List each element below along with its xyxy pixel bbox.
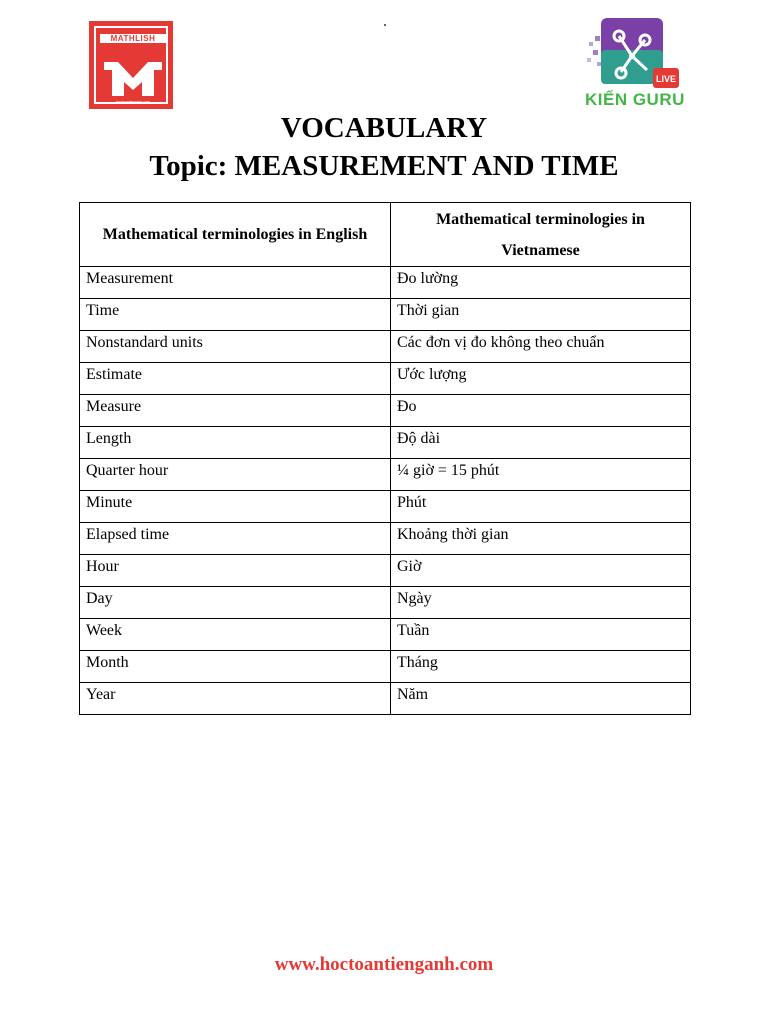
page-subtitle: Topic: MEASUREMENT AND TIME: [149, 150, 619, 182]
mathlish-logo-text: MATHLISH: [110, 34, 156, 43]
english-term: Measure: [80, 395, 391, 427]
vietnamese-term: Ước lượng: [391, 363, 691, 395]
table-row: [80, 651, 691, 683]
vietnamese-term: Khoảng thời gian: [391, 523, 691, 555]
english-term: Nonstandard units: [80, 331, 391, 363]
vietnamese-term: Độ dài: [391, 427, 691, 459]
vietnamese-term: Đo lường: [391, 267, 691, 299]
page-dot: [384, 24, 386, 26]
english-term: Quarter hour: [80, 459, 391, 491]
table-row: [80, 395, 691, 427]
table-row: [80, 427, 691, 459]
mathlish-logo-url: hoctoantienganh.com: [116, 100, 150, 104]
vietnamese-term: Thời gian: [391, 299, 691, 331]
vietnamese-term: Giờ: [391, 555, 691, 587]
mathlish-logo: [89, 21, 173, 109]
english-term: Day: [80, 587, 391, 619]
table-row: [80, 619, 691, 651]
table-row: [80, 459, 691, 491]
english-term: Month: [80, 651, 391, 683]
vietnamese-term: Đo: [391, 395, 691, 427]
kien-guru-logo-text: KIẾN GURU: [585, 90, 685, 109]
english-term: Length: [80, 427, 391, 459]
english-term: Elapsed time: [80, 523, 391, 555]
header-english: Mathematical terminologies in English: [80, 203, 391, 267]
page-title: VOCABULARY: [280, 112, 488, 144]
table-row: [80, 587, 691, 619]
header-vietnamese: Mathematical terminologies in Vietnamese: [391, 203, 691, 267]
english-term: Week: [80, 619, 391, 651]
table-row: [80, 267, 691, 299]
kien-guru-logo: [585, 18, 685, 113]
english-term: Year: [80, 683, 391, 715]
table-row: [80, 555, 691, 587]
table-row: [80, 683, 691, 715]
vietnamese-term: Tháng: [391, 651, 691, 683]
live-badge: LIVE: [655, 74, 676, 84]
english-term: Estimate: [80, 363, 391, 395]
english-term: Measurement: [80, 267, 391, 299]
vietnamese-term: Tuần: [391, 619, 691, 651]
vietnamese-term: Phút: [391, 491, 691, 523]
table-row: [80, 331, 691, 363]
english-term: Time: [80, 299, 391, 331]
vietnamese-term: ¼ giờ = 15 phút: [391, 459, 691, 491]
table-row: [80, 363, 691, 395]
table-header-row: [80, 203, 691, 267]
table-row: [80, 491, 691, 523]
vocabulary-table: [79, 202, 691, 715]
footer-website-link[interactable]: www.hoctoantienganh.com: [274, 954, 494, 975]
m-letter-icon: [104, 62, 162, 96]
vietnamese-term: Các đơn vị đo không theo chuẩn: [391, 331, 691, 363]
vietnamese-term: Năm: [391, 683, 691, 715]
table-row: [80, 299, 691, 331]
english-term: Minute: [80, 491, 391, 523]
english-term: Hour: [80, 555, 391, 587]
table-row: [80, 523, 691, 555]
vietnamese-term: Ngày: [391, 587, 691, 619]
